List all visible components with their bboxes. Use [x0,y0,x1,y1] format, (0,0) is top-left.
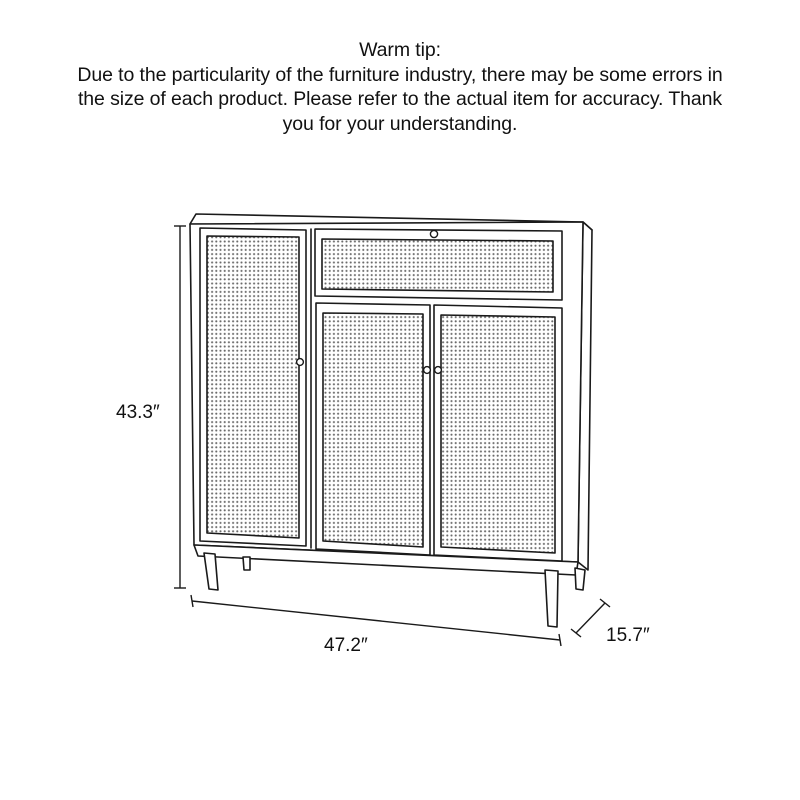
depth-dimension-line [576,603,605,633]
warm-tip-line-2: the size of each product. Please refer to the actual item for accuracy. Thank [77,88,723,110]
left-door-knob [297,359,304,366]
back-left-leg [243,557,250,570]
center-door-knob [424,367,431,374]
warm-tip-heading: Warm tip: [359,39,441,61]
center-door-rattan-panel [323,313,423,547]
back-right-leg [575,568,585,590]
warm-tip-line-1: Due to the particularity of the furniture industry, there may be some errors in [77,63,723,86]
warm-tip-line-3: you for your understanding. [282,112,518,135]
width-tick-left [191,595,193,607]
left-door-rattan-panel [207,236,299,538]
height-label: 43.3″ [116,402,160,423]
right-door-knob [435,367,442,374]
right-door-rattan-panel [441,315,555,553]
width-dimension-line [192,601,560,640]
front-right-leg [545,570,558,627]
width-tick-right [559,634,561,646]
front-left-leg [204,553,218,590]
drawer-rattan-panel [322,239,553,292]
depth-label: 15.7″ [606,625,650,646]
drawer-knob [430,230,437,237]
width-label: 47.2″ [324,635,368,656]
